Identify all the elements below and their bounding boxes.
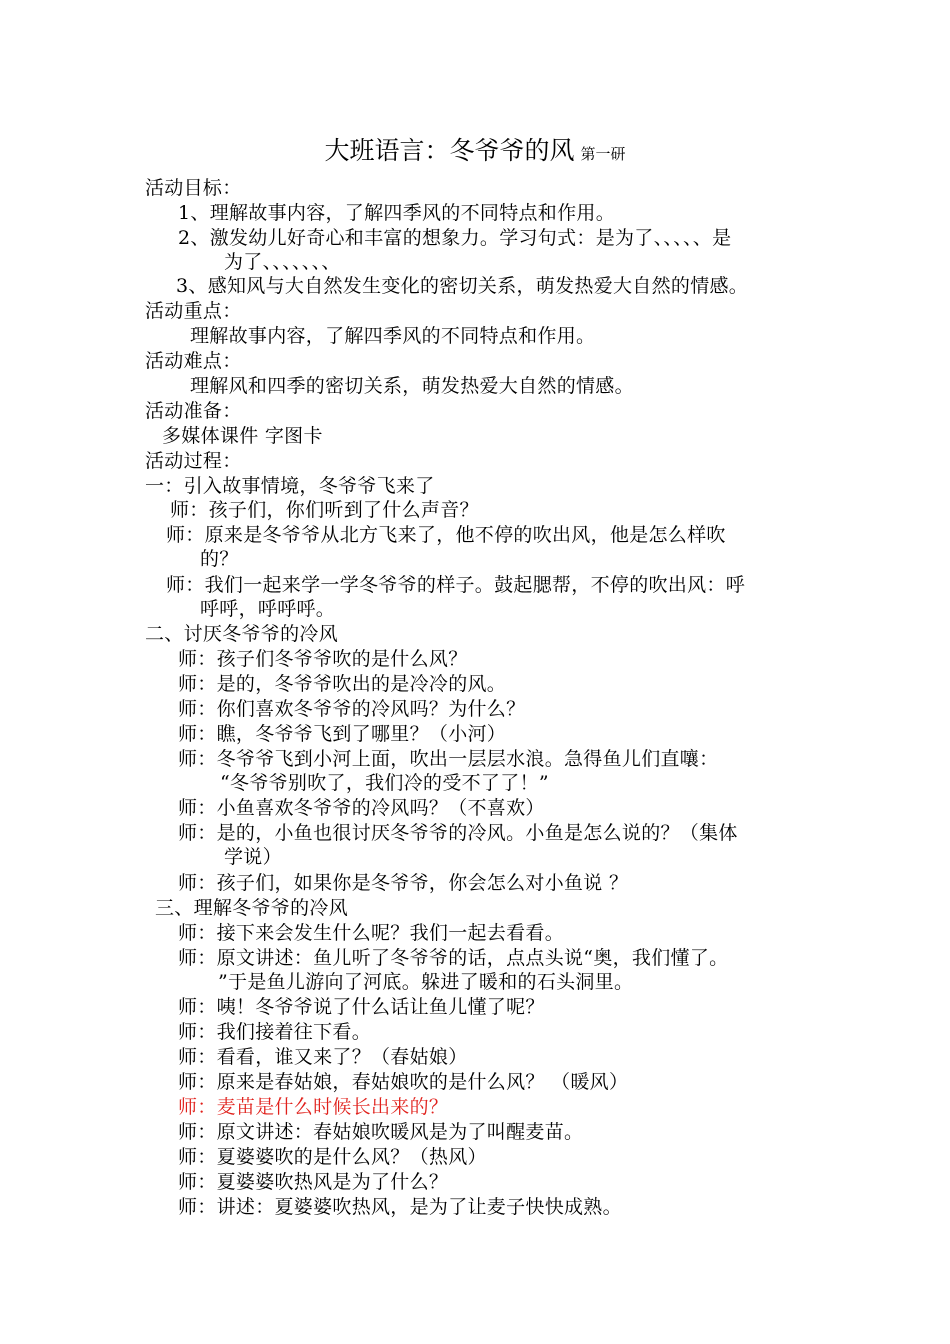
teacher-line-continued: 的？ <box>200 548 239 570</box>
teacher-line: 师：孩子们，你们听到了什么声音？ <box>170 499 479 521</box>
teacher-line: 师：咦！冬爷爷说了什么话让鱼儿懂了呢？ <box>178 996 545 1018</box>
difficulty-text: 理解风和四季的密切关系，萌发热爱大自然的情感。 <box>190 375 634 397</box>
process-step-heading: 一：引入故事情境，冬爷爷飞来了 <box>145 475 435 497</box>
teacher-line-continued: ”于是鱼儿游向了河底。躲进了暖和的石头洞里。 <box>218 971 634 993</box>
key-point-text: 理解故事内容，了解四季风的不同特点和作用。 <box>190 325 596 347</box>
teacher-line: 师：我们接着往下看。 <box>178 1021 372 1043</box>
teacher-line: 师：原文讲述：鱼儿听了冬爷爷的话，点点头说“奥，我们懂了。 <box>178 947 729 969</box>
teacher-line: 师：接下来会发生什么呢？我们一起去看看。 <box>178 922 565 944</box>
goal-item: 1、理解故事内容，了解四季风的不同特点和作用。 <box>178 202 615 224</box>
teacher-line: 师：是的，冬爷爷吹出的是冷冷的风。 <box>178 673 507 695</box>
teacher-line: 师：小鱼喜欢冬爷爷的冷风吗？（不喜欢） <box>178 797 545 819</box>
title-text: 大班语言：冬爷爷的风 <box>324 136 575 165</box>
goal-item-continued: 为了、、、、、、、 <box>224 251 341 273</box>
goal-item: 2、激发幼儿好奇心和丰富的想象力。学习句式：是为了、、、、、是 <box>178 227 732 249</box>
teacher-line-continued: 学说） <box>224 846 282 868</box>
teacher-line: 师：是的，小鱼也很讨厌冬爷爷的冷风。小鱼是怎么说的？（集体 <box>178 822 738 844</box>
teacher-line: 师：夏婆婆吹热风是为了什么？ <box>178 1171 449 1193</box>
teacher-line-continued: “冬爷爷别吹了，我们冷的受不了了！” <box>220 772 549 794</box>
section-heading-process: 活动过程： <box>145 450 242 472</box>
teacher-line: 师：原来是春姑娘，春姑娘吹的是什么风？ （暖风） <box>178 1071 629 1093</box>
preparation-text: 多媒体课件 字图卡 <box>162 425 323 447</box>
page-title <box>0 134 950 171</box>
teacher-line: 师：原文讲述：春姑娘吹暖风是为了叫醒麦苗。 <box>178 1121 584 1143</box>
section-heading-key-points: 活动重点： <box>145 300 242 322</box>
teacher-line-continued: 呼呼，呼呼呼。 <box>200 598 336 620</box>
teacher-line: 师：你们喜欢冬爷爷的冷风吗？为什么？ <box>178 698 526 720</box>
process-step-heading: 三、理解冬爷爷的冷风 <box>155 897 349 919</box>
process-step-heading: 二、讨厌冬爷爷的冷风 <box>145 623 339 645</box>
section-heading-preparation: 活动准备： <box>145 400 242 422</box>
teacher-line: 师：瞧，冬爷爷飞到了哪里？（小河） <box>178 723 507 745</box>
title-note: 第一研 <box>580 145 626 163</box>
teacher-line: 师：孩子们冬爷爷吹的是什么风？ <box>178 648 468 670</box>
teacher-line-highlighted: 师：麦苗是什么时候长出来的？ <box>178 1096 449 1118</box>
goal-item: 3、感知风与大自然发生变化的密切关系，萌发热爱大自然的情感。 <box>176 275 749 297</box>
teacher-line: 师：原来是冬爷爷从北方飞来了，他不停的吹出风，他是怎么样吹 <box>166 524 726 546</box>
section-heading-difficulties: 活动难点： <box>145 350 242 372</box>
teacher-line: 师：孩子们，如果你是冬爷爷，你会怎么对小鱼说 ？ <box>178 872 629 894</box>
section-heading-goals: 活动目标： <box>145 177 242 199</box>
teacher-line: 师：冬爷爷飞到小河上面，吹出一层层水浪。急得鱼儿们直嚷： <box>178 748 719 770</box>
teacher-line: 师：看看，谁又来了？（春姑娘） <box>178 1046 468 1068</box>
teacher-line: 师：讲述：夏婆婆吹热风，是为了让麦子快快成熟。 <box>178 1196 622 1218</box>
teacher-line: 师：夏婆婆吹的是什么风？（热风） <box>178 1146 487 1168</box>
teacher-line: 师：我们一起来学一学冬爷爷的样子。鼓起腮帮，不停的吹出风：呼 <box>166 574 746 596</box>
